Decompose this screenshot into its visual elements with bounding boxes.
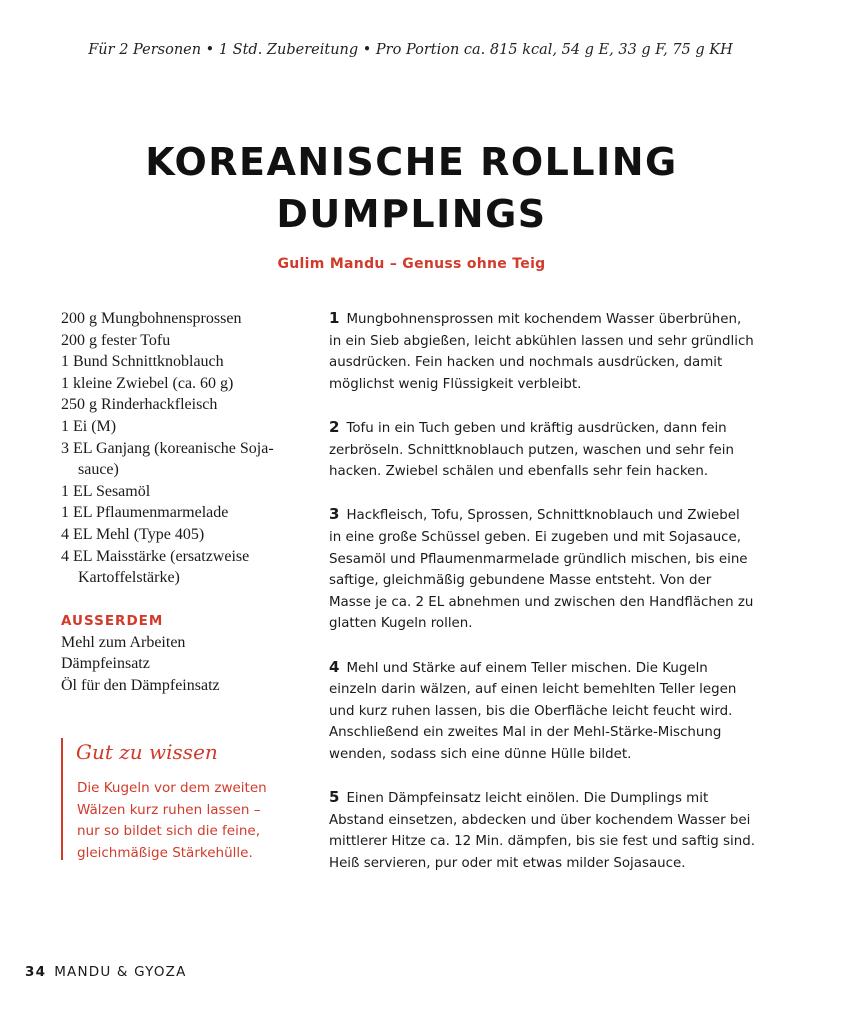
step-text: Mungbohnensprossen mit kochendem Wasser überbrühen,	[346, 312, 742, 327]
ingredient-item: sauce)	[78, 461, 119, 479]
ingredient-item: 1 Bund Schnittknoblauch	[61, 353, 224, 371]
step-line: hacken. Zwiebel schälen und ebenfalls sehr fein hacken.	[329, 464, 709, 480]
tip-line: nur so bildet sich die feine,	[77, 823, 261, 839]
step-number: 5	[329, 788, 340, 807]
step-line: möglichst wenig Flüssigkeit verbleibt.	[329, 376, 582, 392]
step-line: einzeln darin wälzen, auf einen leicht bemehlten Teller legen	[329, 682, 737, 698]
step-line	[329, 308, 789, 331]
step-line	[329, 657, 789, 680]
step-number: 1	[329, 309, 340, 327]
ingredient-item: 1 EL Sesamöl	[61, 482, 151, 500]
step-line: Masse je ca. 2 EL abnehmen und zwischen den Handflächen zu	[329, 594, 754, 610]
recipe-title	[60, 136, 763, 240]
step-text: Hackfleisch, Tofu, Sprossen, Schnittknoblauch und Zwiebel	[346, 508, 740, 524]
recipe-subtitle: Gulim Mandu – Genuss ohne Teig	[277, 256, 546, 272]
step-text: Einen Dämpfeinsatz leicht einölen. Die Dumplings mit	[346, 791, 709, 807]
step-5	[329, 787, 789, 874]
ingredient-item: 1 kleine Zwiebel (ca. 60 g)	[61, 374, 234, 392]
extra-item: Dämpfeinsatz	[61, 655, 150, 673]
step-line: ausdrücken. Fein hacken und nochmals ausdrücken, damit	[329, 355, 723, 371]
ingredient-item: 250 g Rinderhackfleisch	[61, 396, 218, 414]
extra-item: Öl für den Dämpfeinsatz	[61, 676, 220, 694]
step-number: 3	[329, 505, 340, 524]
step-number: 2	[329, 417, 340, 436]
step-line	[329, 787, 789, 810]
step-line	[329, 504, 789, 527]
step-line: und kurz ruhen lassen, bis die Oberfläche leicht feucht wird.	[329, 703, 733, 719]
ingredient-item: 3 EL Ganjang (koreanische Soja-	[61, 439, 274, 457]
tip-text	[77, 778, 293, 864]
recipe-title-line: KOREANISCHE ROLLING	[145, 140, 678, 184]
step-line: Abstand einsetzen, abdecken und über kochendem Wasser bei	[329, 812, 751, 828]
step-text: Mehl und Stärke auf einem Teller mischen. Die Kugeln	[346, 660, 708, 676]
tip-line: Wälzen kurz ruhen lassen –	[77, 801, 261, 818]
step-line: mittlerer Hitze ca. 12 Min. dämpfen, bis sie fest und saftig sind.	[329, 834, 755, 850]
step-4	[329, 657, 789, 766]
step-line: in eine große Schüssel geben. Ei zugeben und mit Sojasauce,	[329, 529, 742, 545]
step-1	[329, 308, 789, 395]
recipe-title-line: DUMPLINGS	[276, 192, 547, 236]
ingredient-item: 200 g Mungbohnensprossen	[61, 310, 242, 327]
step-line: saftige, gleichmäßig gebundene Masse entsteht. Von der	[329, 573, 712, 589]
tip-box	[61, 738, 293, 860]
instruction-steps	[329, 308, 789, 896]
ingredient-item: 4 EL Maisstärke (ersatzweise	[61, 547, 250, 565]
tip-line: Die Kugeln vor dem zweiten	[77, 780, 267, 796]
section-name: MANDU & GYOZA	[54, 964, 187, 980]
tip-heading: Gut zu wissen	[76, 740, 218, 764]
recipe-meta: Für 2 Personen • 1 Std. Zubereitung • Pro Portion ca. 815 kcal, 54 g E, 33 g F, 75 g KH	[88, 42, 733, 58]
step-line: glatten Kugeln rollen.	[329, 616, 473, 632]
step-text: Tofu in ein Tuch geben und kräftig ausdrücken, dann fein	[346, 420, 727, 436]
step-2	[329, 417, 789, 483]
step-line: zerbröseln. Schnittknoblauch putzen, waschen und sehr fein	[329, 442, 734, 458]
ingredient-item: Kartoffelstärke)	[78, 569, 180, 587]
step-line: Sesamöl und Pflaumenmarmelade gründlich mischen, bis eine	[329, 551, 748, 567]
ingredient-item: 1 EL Pflaumenmarmelade	[61, 504, 229, 522]
step-line	[329, 417, 789, 440]
extra-item: Mehl zum Arbeiten	[61, 633, 186, 651]
extra-heading: AUSSERDEM	[61, 612, 164, 629]
step-line: Heiß servieren, pur oder mit etwas milder Sojasauce.	[329, 855, 686, 871]
ingredient-item: 1 Ei (M)	[61, 417, 117, 435]
ingredient-list	[61, 308, 291, 697]
ingredient-item: 4 EL Mehl (Type 405)	[61, 525, 205, 543]
page-footer	[25, 964, 187, 980]
step-number: 4	[329, 657, 340, 676]
step-line: in ein Sieb abgießen, leicht abkühlen lassen und sehr gründlich	[329, 333, 754, 349]
ingredient-item: 200 g fester Tofu	[61, 331, 171, 349]
step-line: wenden, sodass sich eine dünne Hülle bildet.	[329, 746, 632, 762]
step-3	[329, 504, 789, 635]
step-line: Anschließend ein zweites Mal in der Mehl-Stärke-Mischung	[329, 725, 722, 741]
page-number: 34	[25, 964, 47, 980]
tip-line: gleichmäßige Stärkehülle.	[77, 844, 253, 861]
